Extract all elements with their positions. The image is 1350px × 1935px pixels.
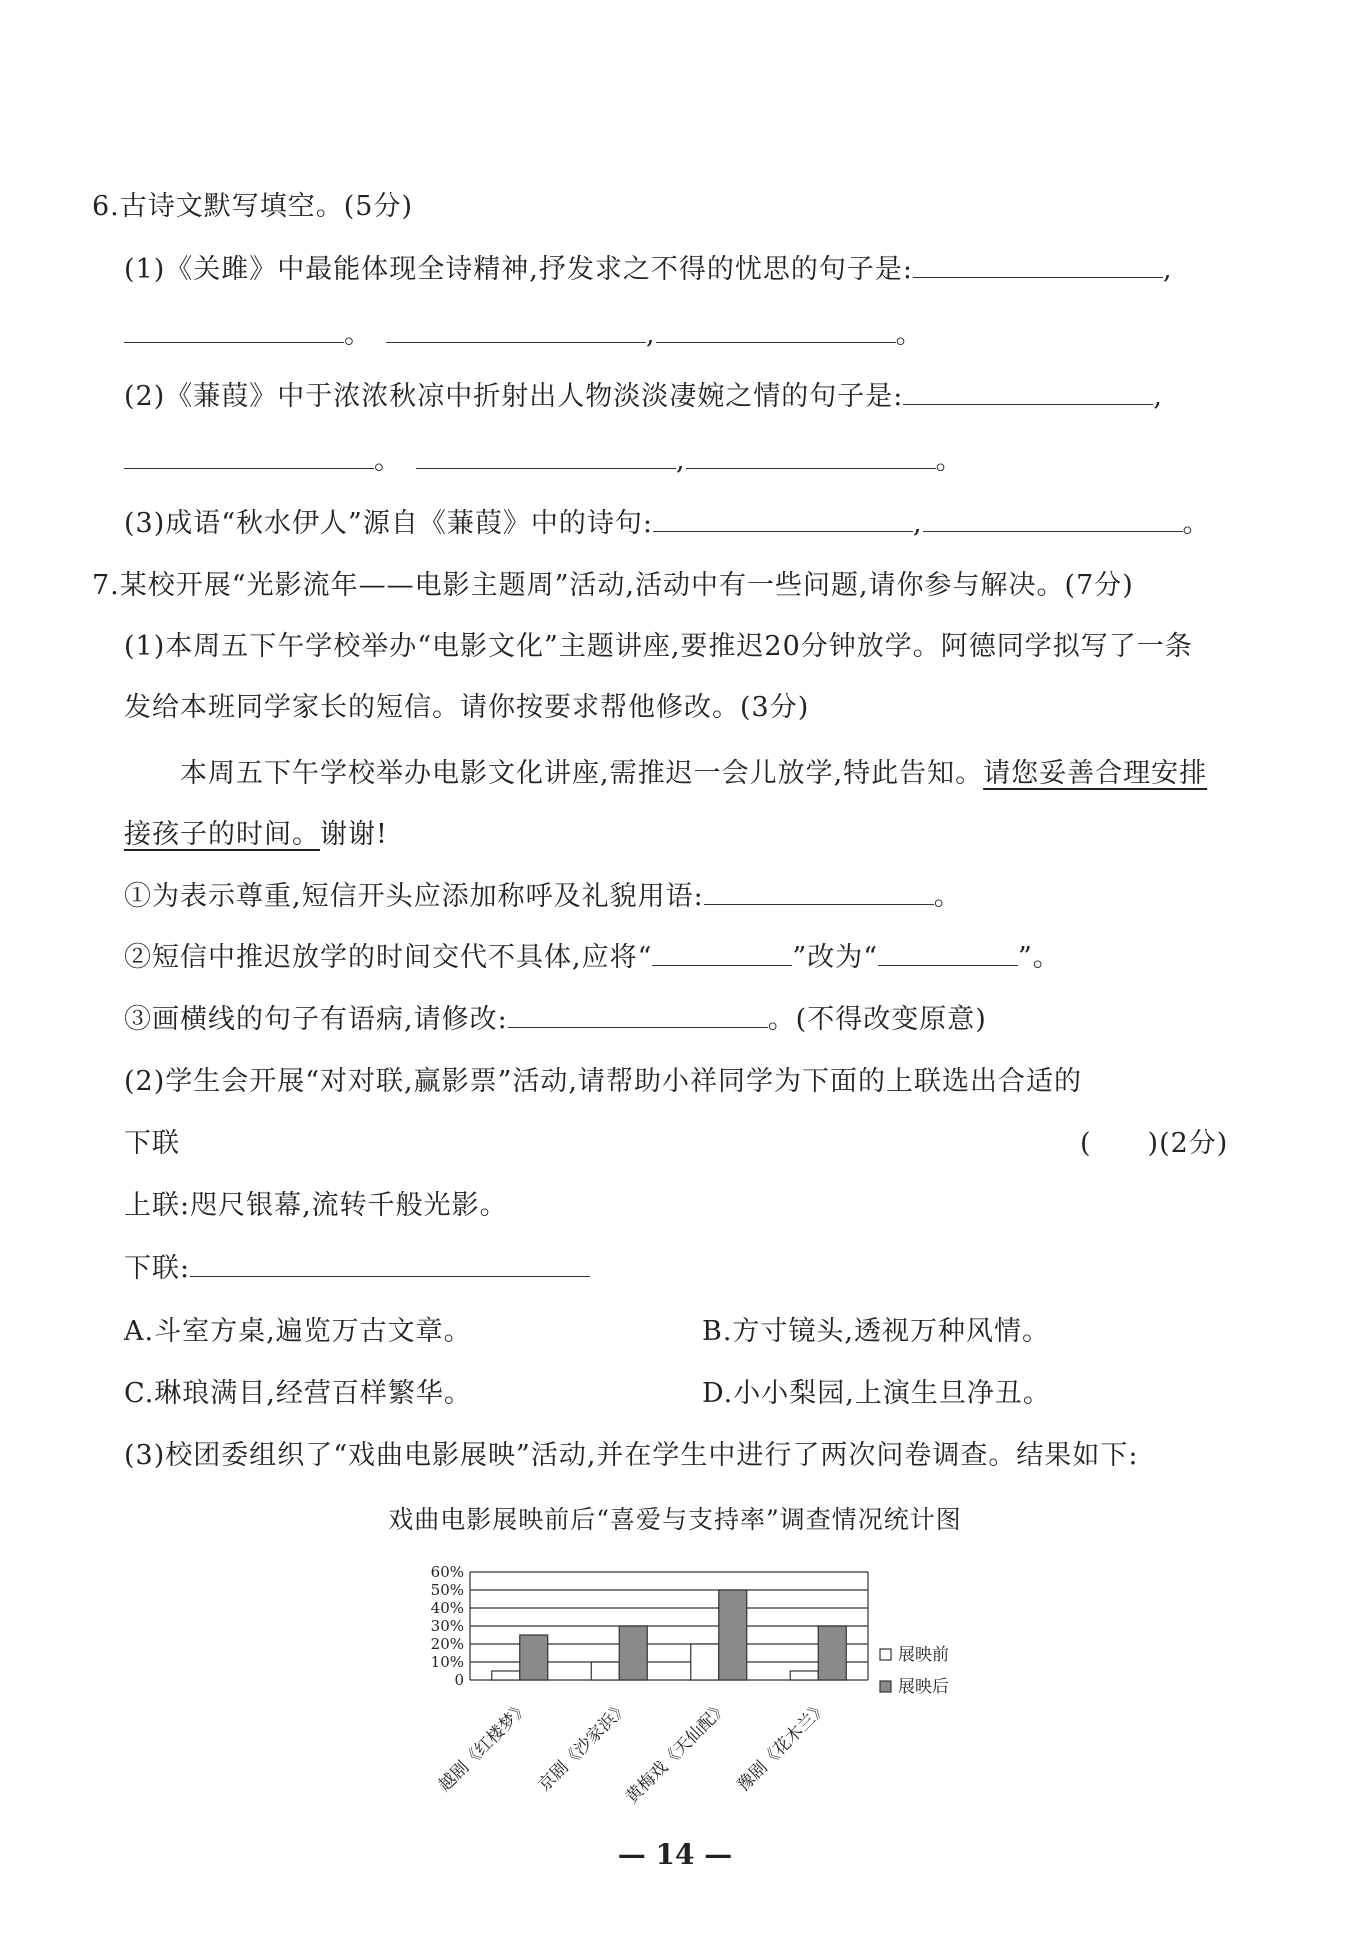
shanglian: 上联:咫尺银幕,流转千般光影。 bbox=[124, 1190, 508, 1221]
x-category-label: 京剧《沙家浜》 bbox=[534, 1697, 633, 1796]
sms-text: 本周五下午学校举办电影文化讲座,需推迟一会儿放学,特此告知。 bbox=[180, 758, 984, 789]
punct: , bbox=[1153, 381, 1163, 412]
answer-blank[interactable] bbox=[124, 442, 374, 469]
answer-blank[interactable] bbox=[923, 505, 1183, 532]
legend-label: 展映前 bbox=[898, 1645, 949, 1665]
answer-blank[interactable] bbox=[656, 316, 896, 343]
bar-after bbox=[719, 1590, 747, 1680]
punct: 。 bbox=[933, 881, 962, 912]
sms-text-line1 bbox=[180, 755, 1207, 793]
answer-blank[interactable] bbox=[416, 442, 676, 469]
q7-part1-line2: 发给本班同学家长的短信。请你按要求帮他修改。(3分) bbox=[124, 692, 810, 723]
q7-part2-line1: (2)学生会开展“对对联,赢影票”活动,请帮助小祥同学为下面的上联选出合适的 bbox=[124, 1066, 1083, 1097]
answer-blank[interactable] bbox=[124, 316, 344, 343]
answer-blank[interactable] bbox=[190, 1250, 590, 1277]
y-tick-label: 30% bbox=[430, 1617, 464, 1635]
legend-swatch bbox=[880, 1681, 891, 1692]
bar-chart bbox=[0, 1540, 1350, 1840]
bar-before bbox=[790, 1671, 818, 1680]
q7-part2-line2: 下联 bbox=[124, 1128, 180, 1159]
q6-part2 bbox=[124, 378, 1163, 416]
q7-sub2 bbox=[124, 939, 1061, 977]
punct: , bbox=[676, 445, 686, 476]
bar-before bbox=[691, 1644, 719, 1680]
sms-underlined-sentence: 请您妥善合理安排 bbox=[983, 758, 1208, 789]
punct: 。 bbox=[935, 445, 964, 476]
option-d[interactable]: D.小小梨园,上演生旦净丑。 bbox=[702, 1378, 1051, 1409]
page-number: — 14 — bbox=[617, 1838, 733, 1871]
answer-blank[interactable] bbox=[704, 878, 934, 905]
answer-blank[interactable] bbox=[386, 316, 646, 343]
chart-title: 戏曲电影展映前后“喜爱与支持率”调查情况统计图 bbox=[388, 1505, 962, 1534]
xialian bbox=[124, 1250, 590, 1288]
punct: 。 bbox=[374, 445, 402, 476]
y-tick-label: 40% bbox=[430, 1599, 464, 1617]
q7-part2-answer-paren[interactable]: ( )(2分) bbox=[1080, 1128, 1229, 1159]
q7-part3: (3)校团委组织了“戏曲电影展映”活动,并在学生中进行了两次问卷调查。结果如下: bbox=[124, 1440, 1139, 1471]
answer-blank[interactable] bbox=[878, 939, 1018, 966]
q6-title: 6.古诗文默写填空。(5分) bbox=[92, 191, 414, 222]
punct: 。 bbox=[344, 319, 372, 350]
q7-sub3-text: ③画横线的句子有语病,请修改: bbox=[124, 1004, 508, 1035]
sms-underlined-sentence: 接孩子的时间。 bbox=[124, 819, 320, 850]
y-tick-label: 50% bbox=[430, 1581, 464, 1599]
x-category-label: 越剧《红楼梦》 bbox=[434, 1697, 534, 1796]
q7-sub3-text: 。(不得改变原意) bbox=[767, 1004, 987, 1035]
q7-part1-line1: (1)本周五下午学校举办“电影文化”主题讲座,要推迟20分钟放学。阿德同学拟写了一条 bbox=[124, 631, 1193, 662]
answer-blank[interactable] bbox=[652, 939, 792, 966]
y-tick-label: 20% bbox=[430, 1635, 464, 1653]
punct: , bbox=[1162, 254, 1173, 285]
answer-blank[interactable] bbox=[686, 442, 936, 469]
q6-part2-blanks bbox=[124, 442, 964, 480]
q6-part1-text: (1)《关雎》中最能体现全诗精神,抒发求之不得的忧思的句子是: bbox=[124, 254, 913, 285]
q6-part1-blanks bbox=[124, 316, 924, 354]
y-tick-label: 0 bbox=[454, 1671, 464, 1689]
bar-after bbox=[619, 1626, 647, 1680]
bar-before bbox=[492, 1671, 520, 1680]
q6-part2-text: (2)《蒹葭》中于浓浓秋凉中折射出人物淡淡凄婉之情的句子是: bbox=[124, 381, 904, 412]
q6-part1 bbox=[124, 251, 1173, 289]
q7-sub2-text: ”。 bbox=[1018, 942, 1061, 973]
xialian-label: 下联: bbox=[124, 1253, 191, 1284]
answer-blank[interactable] bbox=[913, 251, 1163, 278]
y-tick-label: 60% bbox=[430, 1563, 464, 1581]
punct: , bbox=[646, 319, 656, 350]
q7-sub2-text: ②短信中推迟放学的时间交代不具体,应将“ bbox=[124, 942, 653, 973]
sms-text: 谢谢! bbox=[320, 819, 388, 850]
option-a[interactable]: A.斗室方桌,遍览万古文章。 bbox=[124, 1316, 472, 1347]
answer-blank[interactable] bbox=[653, 505, 913, 532]
q7-sub1 bbox=[124, 878, 962, 916]
option-c[interactable]: C.琳琅满目,经营百样繁华。 bbox=[124, 1378, 472, 1409]
q7-sub2-text: ”改为“ bbox=[792, 942, 878, 973]
bar-after bbox=[818, 1626, 846, 1680]
punct: 。 bbox=[895, 319, 924, 350]
q7-title: 7.某校开展“光影流年——电影主题周”活动,活动中有一些问题,请你参与解决。(7分) bbox=[92, 570, 1134, 601]
answer-blank[interactable] bbox=[903, 378, 1153, 405]
q6-part3-text: (3)成语“秋水伊人”源自《蒹葭》中的诗句: bbox=[124, 508, 653, 539]
x-category-label: 豫剧《花木兰》 bbox=[733, 1697, 832, 1796]
answer-blank[interactable] bbox=[508, 1001, 768, 1028]
bar-after bbox=[520, 1635, 548, 1680]
punct: , bbox=[912, 508, 923, 539]
sms-text-line2 bbox=[124, 816, 388, 854]
bar-before bbox=[591, 1662, 619, 1680]
option-b[interactable]: B.方寸镜头,透视万种风情。 bbox=[702, 1316, 1051, 1347]
q6-part3 bbox=[124, 505, 1211, 543]
legend-swatch bbox=[880, 1649, 891, 1660]
y-tick-label: 10% bbox=[430, 1653, 464, 1671]
x-category-label: 黄梅戏《天仙配》 bbox=[621, 1697, 733, 1808]
punct: 。 bbox=[1182, 508, 1211, 539]
q7-sub1-text: ①为表示尊重,短信开头应添加称呼及礼貌用语: bbox=[124, 881, 704, 912]
q7-sub3 bbox=[124, 1001, 987, 1039]
legend-label: 展映后 bbox=[898, 1677, 949, 1697]
